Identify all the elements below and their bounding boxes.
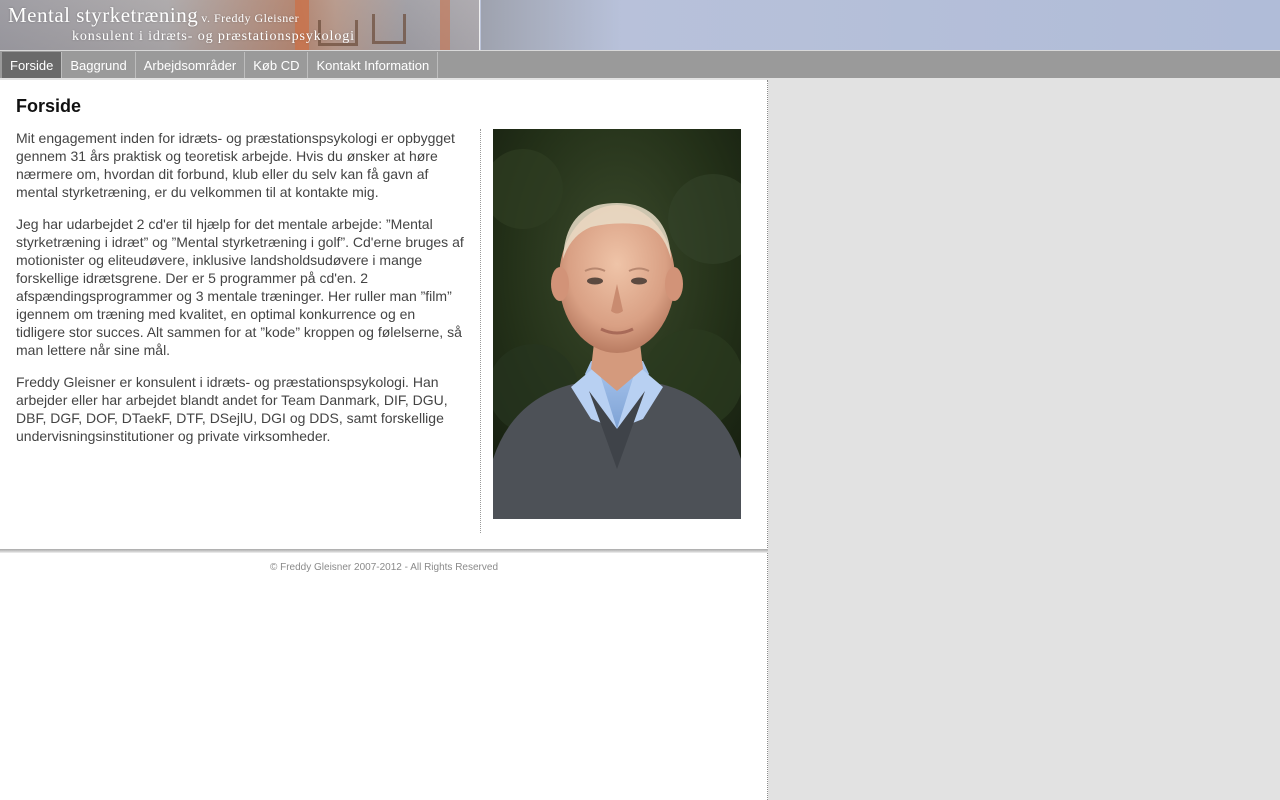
header-fade [481,0,621,50]
header-photo [0,0,480,50]
article-text [16,129,466,459]
nav-item-kontakt-information[interactable]: Kontakt Information [308,52,438,78]
paragraph: Mit engagement inden for idræts- og præstationspsykologi er opbygget gennem 31 års praktisk og teoretisk arbejde. Hvis du ønsker at høre nærmere om, hvordan dit forbund, klub eller du selv kan få gavn af mental styrketræning, er du velkommen til at kontakte mig. [16,130,455,200]
portrait-photo-drawing [493,129,741,519]
nav-item-forside[interactable]: Forside [2,52,62,78]
paragraph: Freddy Gleisner er konsulent i idræts- og præstationspsykologi. Han arbejder eller har arbejdet blandt andet for Team Danmark, DIF, DGU, DBF, DGF, DOF, DTaekF, DTF, DSejlU, DGI og DDS, samt forskellige undervisningsinstitutioner og private virksomheder. [16,374,448,444]
header-photo-post [440,0,450,50]
nav-item-arbejdsomrader[interactable]: Arbejdsområder [136,52,246,78]
site-title-by: v. Freddy Gleisner [201,11,300,25]
main-navigation [0,50,1280,78]
nav-item-baggrund[interactable]: Baggrund [62,52,135,78]
site-title [8,3,299,28]
header-photo-chair [372,14,406,44]
site-title-main: Mental styrketræning [8,3,199,27]
side-panel [769,80,1280,800]
copyright-text: © Freddy Gleisner 2007-2012 - All Rights Reserved [269,562,499,573]
site-subtitle: konsulent i idræts- og præstationspsykologi [72,29,355,44]
footer-divider [0,549,768,553]
nav-item-kob-cd[interactable]: Køb CD [245,52,308,78]
paragraph: Jeg har udarbejdet 2 cd'er til hjælp for det mentale arbejde: ”Mental styrketræning i idræt” og ”Mental styrketræning i golf”. Cd'erne bruges af motionister og eliteudøvere, inklusive landsholdsudøvere i mange forskellige idrætsgrene. Der er 5 programmer på cd'en. 2 afspændingsprogrammer og 3 mentale træninger. Her ruller man ”film” igennem om træning med kvalitet, en optimal konkurrence og en tidligere stor succes. Alt sammen for at ”kode” kroppen og følelserne, så man lettere når sine mål. [16,216,464,358]
column-divider [480,129,481,533]
site-header [0,0,1280,50]
main-content [0,80,768,800]
portrait-photo [493,129,741,519]
page-title: Forside [16,96,82,116]
